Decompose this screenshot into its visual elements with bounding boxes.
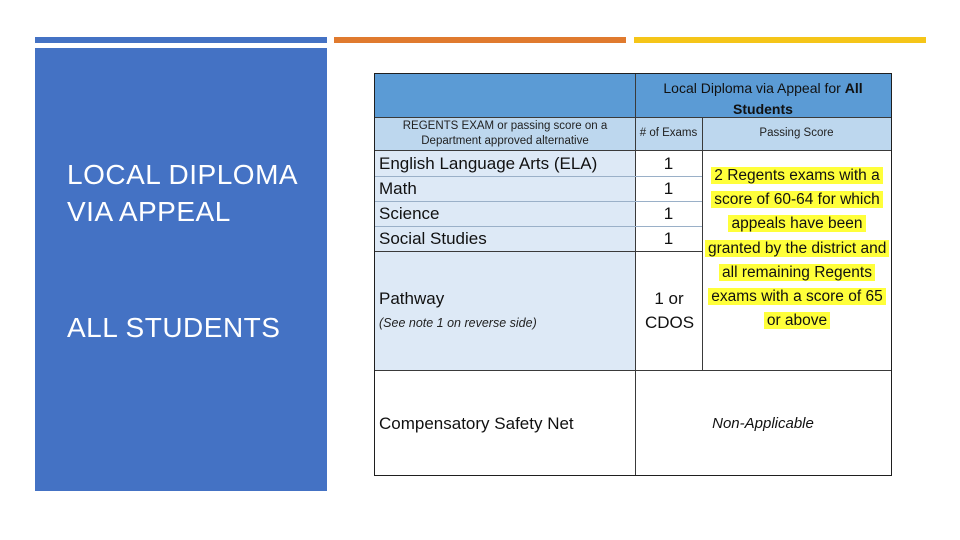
accent-bar-yellow [634,37,926,43]
grid-line [375,370,891,371]
grid-line [702,117,703,370]
col-header-score: Passing Score [702,117,891,150]
table-header-title [635,74,891,117]
pathway-label [379,288,635,310]
table-row [379,201,635,226]
row-count: 1 [663,204,674,223]
table-header-left-bg [375,74,635,117]
table-row [379,226,635,251]
row-subject: Social Studies [379,229,487,248]
accent-bar-orange [334,37,626,43]
grid-line [375,226,702,227]
grid-line [375,117,891,118]
col-header-count: # of Exams [635,117,702,150]
pathway-label-text: Pathway [379,289,445,308]
row-count: 1 [663,179,674,198]
grid-line [375,201,702,202]
slide-title: LOCAL DIPLOMA VIA APPEAL [67,159,297,227]
table-row [379,151,635,176]
row-count: 1 [663,154,674,173]
table-title-text: Local Diploma via Appeal for [663,80,845,96]
table-row [379,176,635,201]
passing-score-cell [705,164,889,333]
diploma-table [374,73,892,476]
accent-bar-blue [35,37,327,43]
row-subject: Math [379,179,417,198]
grid-line [635,74,636,475]
pathway-count: 1 or CDOS [645,289,695,332]
slide-subtitle: ALL STUDENTS [67,312,281,343]
table-title-emphasis: All Students [733,80,863,117]
passing-score-text: 2 Regents exams with a score of 60-64 for which appeals have been granted by the district and all remaining Regents exams with a score of 65 or above [705,167,889,329]
row-count: 1 [663,229,674,248]
safety-net-label: Compensatory Safety Net [379,414,574,433]
grid-line [375,176,702,177]
row-subject: English Language Arts (ELA) [379,154,598,173]
grid-line [375,251,702,252]
col-header-exam: REGENTS EXAM or passing score on a Department approved alternative [375,117,635,150]
safety-net-value: Non-Applicable [712,415,814,432]
row-subject: Science [379,204,440,223]
pathway-note: (See note 1 on reverse side) [379,316,537,330]
title-panel [35,48,327,491]
grid-line [375,150,891,151]
